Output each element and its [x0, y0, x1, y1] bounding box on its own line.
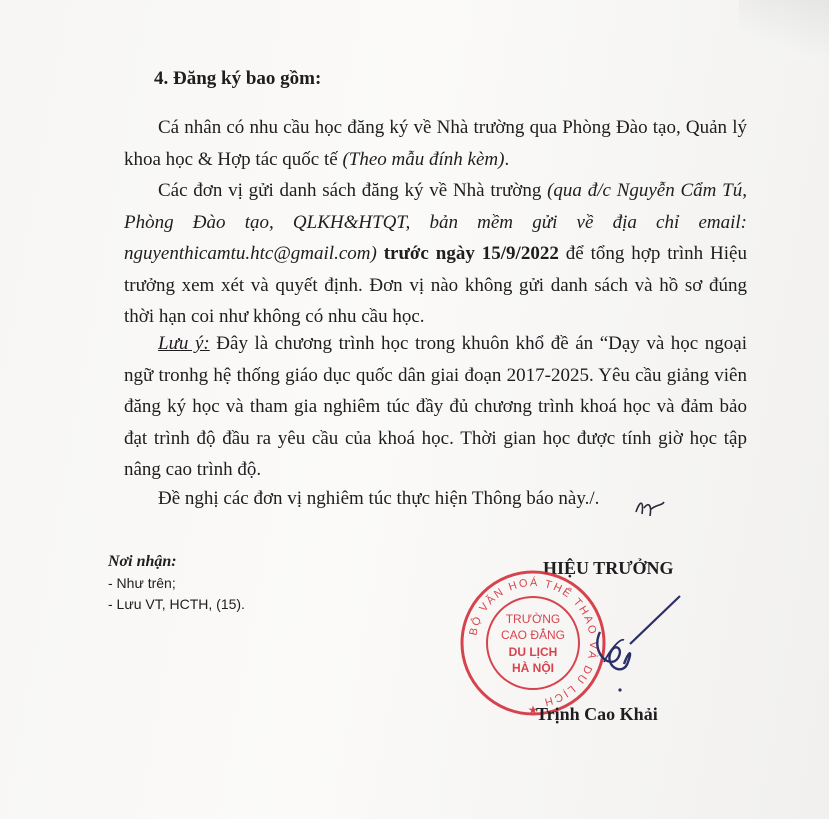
recipient-item: - Lưu VT, HCTH, (15).	[108, 596, 245, 612]
seal-line-2: CAO ĐẲNG	[500, 628, 566, 642]
page-fold	[739, 0, 829, 60]
paragraph-registration	[124, 112, 747, 175]
paragraph-submission	[124, 175, 747, 333]
paragraph2-italic: (qua đ/c Nguyễn Cẩm Tú, Phòng Đào tạo, QLKH&HTQT, bản mềm gửi về địa chỉ email: nguyenthicamtu.htc@gmail.com)	[124, 180, 747, 264]
signer-name: Trịnh Cao Khải	[536, 704, 658, 724]
note-label: Lưu ý:	[158, 333, 210, 354]
seal-line-4: HÀ NỘI	[512, 661, 554, 675]
seal-line-1: TRƯỜNG	[505, 612, 561, 626]
paragraph2-text: Các đơn vị gửi danh sách đăng ký về Nhà trường	[158, 180, 548, 201]
recipient-item: - Như trên;	[108, 575, 176, 591]
paragraph1-italic: (Theo mẫu đính kèm)	[342, 148, 505, 170]
paragraph2-rest: để tổng hợp trình Hiệu trưởng xem xét và quyết định. Đơn vị nào không gửi danh sách và hồ sơ đúng thời hạn coi như không có nhu cầu học.	[124, 243, 747, 327]
paragraph2-deadline: trước ngày 15/9/2022	[376, 243, 559, 264]
section-heading: 4. Đăng ký bao gồm:	[154, 68, 322, 89]
signer-title: HIỆU TRƯỞNG	[543, 558, 674, 578]
paragraph1-text: Cá nhân có nhu cầu học đăng ký về Nhà trường qua Phòng Đào tạo, Quản lý khoa học & Hợp tác quốc tế	[124, 117, 747, 170]
seal-line-3: DU LỊCH	[508, 645, 558, 659]
recipients-title: Nơi nhận:	[108, 553, 177, 570]
seal-outer-text: BỘ VĂN HOÁ THỂ THAO VÀ DU LỊCH	[467, 576, 600, 709]
seal-star-icon: ★	[527, 703, 539, 717]
paragraph-note	[124, 328, 747, 486]
request-text: Đề nghị các đơn vị nghiêm túc thực hiện Thông báo này./.	[158, 488, 600, 509]
note-text: Đây là chương trình học trong khuôn khổ đề án “Dạy và học ngoại ngữ tronhg hệ thống giáo dục quốc dân giai đoạn 2017-2025. Yêu cầu giảng viên đăng ký học và tham gia nghiêm túc đầy đủ chương trình khoá học và đảm bảo đạt trình độ đầu ra yêu cầu của khoá học. Thời gian học được tính giờ học tập nâng cao trình độ.	[124, 333, 747, 480]
principal-signature	[580, 592, 690, 692]
initials-mark	[632, 494, 668, 522]
paragraph1-end: .	[504, 148, 510, 170]
